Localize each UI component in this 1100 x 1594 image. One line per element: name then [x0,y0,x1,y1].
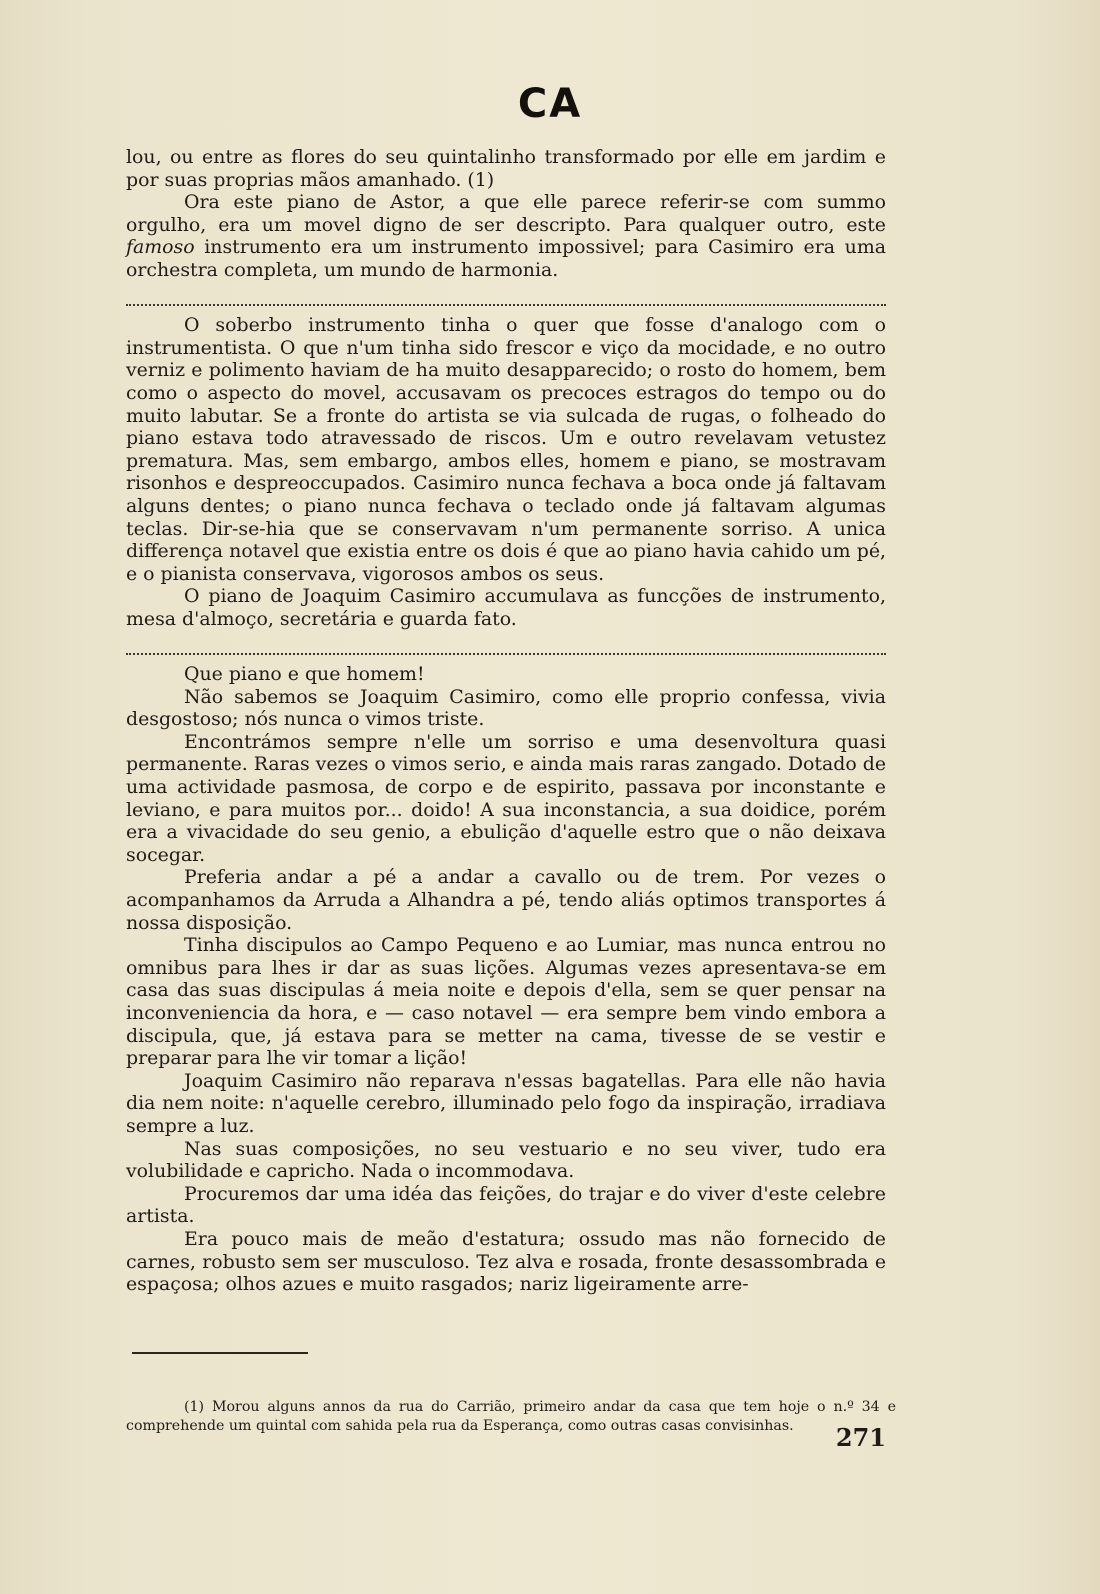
paragraph [126,191,886,281]
paragraph: Não sabemos se Joaquim Casimiro, como elle proprio confessa, vivia desgostoso; nós nunca o vimos triste. [126,685,886,731]
paragraph: Joaquim Casimiro não reparava n'essas bagatellas. Para elle não havia dia nem noite: n'aquelle cerebro, illuminado pelo fogo da inspiração, irradiava sempre a luz. [126,1069,886,1137]
ellipsis-separator [126,282,886,307]
running-head: CA [517,81,583,127]
paragraph: Preferia andar a pé a andar a cavallo ou de trem. Por vezes o acompanhamos da Arruda a Alhandra a pé, tendo aliás optimos transportes á nossa disposição. [126,866,886,934]
italic-word: famoso [126,236,195,259]
text-run: instrumento era um instrumento impossivel; para Casimiro era uma orchestra completa, um mundo de harmonia. [126,236,886,281]
paragraph: lou, ou entre as flores do seu quintalinho transformado por elle em jardim e por suas proprias mãos amanhado. (1) [126,146,886,191]
ellipsis-separator [126,630,886,655]
paragraph: Tinha discipulos ao Campo Pequeno e ao Lumiar, mas nunca entrou no omnibus para lhes ir dar as suas lições. Algumas vezes apresentava-se em casa das suas discipulas á meia noite e depois d'ella, sem se quer pensar na inconveniencia da hora, e — caso notavel — era sempre bem vindo embora a discipula, que, já estava para se metter na cama, tivesse de se vestir e preparar para lhe vir tomar a lição! [126,934,886,1070]
paragraph: Procuremos dar uma idéa das feições, do trajar e do viver d'este celebre artista. [126,1182,886,1228]
page-number: 271 [835,1423,886,1452]
paragraph: O piano de Joaquim Casimiro accumulava as funcções de instrumento, mesa d'almoço, secretária e guarda fato. [126,585,886,630]
main-text-column [126,146,886,1296]
footnote: (1) Morou alguns annos da rua do Carrião, primeiro andar da casa que tem hoje o n.º 34 e comprehende um quintal com sahida pela rua da Esperança, como outras casas convisinhas. [126,1399,896,1435]
footnote-divider [132,1352,308,1354]
paragraph: Que piano e que homem! [184,663,425,686]
paragraph: O soberbo instrumento tinha o quer que fosse d'analogo com o instrumentista. O que n'um tinha sido frescor e viço da mocidade, e no outro verniz e polimento haviam de ha muito desapparecido; o rosto do homem, bem como o aspecto do movel, accusavam os precoces estragos do tempo ou do muito labutar. Se a fronte do artista se via sulcada de rugas, o folheado do piano estava todo atravessado de riscos. Um e outro revelavam vetustez prematura. Mas, sem embargo, ambos elles, homem e piano, se mostravam risonhos e despreoccupados. Casimiro nunca fechava a boca onde já faltavam alguns dentes; o piano nunca fechava o teclado onde já faltavam algumas teclas. Dir-se-hia que se conservavam n'um permanente sorriso. A unica differença notavel que existia entre os dois é que ao piano havia cahido um pé, e o pianista conservava, vigorosos ambos os seus. [126,314,886,585]
paragraph: Nas suas composições, no seu vestuario e no seu viver, tudo era volubilidade e capricho. Nada o incommodava. [126,1137,886,1183]
paragraph: Era pouco mais de meão d'estatura; ossudo mas não fornecido de carnes, robusto sem ser musculoso. Tez alva e rosada, fronte desassombrada e espaçosa; olhos azues e muito rasgados; nariz ligeiramente arre- [126,1227,886,1296]
text-run: Ora este piano de Astor, a que elle parece referir-se com summo orgulho, era um movel digno de ser descripto. Para qualquer outro, este [126,191,886,236]
paragraph: Encontrámos sempre n'elle um sorriso e uma desenvoltura quasi permanente. Raras vezes o vimos serio, e ainda mais raras zangado. Dotado de uma actividade pasmosa, de corpo e de espirito, passava por inconstante e leviano, e para muitos por... doido! A sua inconstancia, a sua doidice, porém era a vivacidade do seu genio, a ebulição d'aquelle estro que o não deixava socegar. [126,730,886,866]
